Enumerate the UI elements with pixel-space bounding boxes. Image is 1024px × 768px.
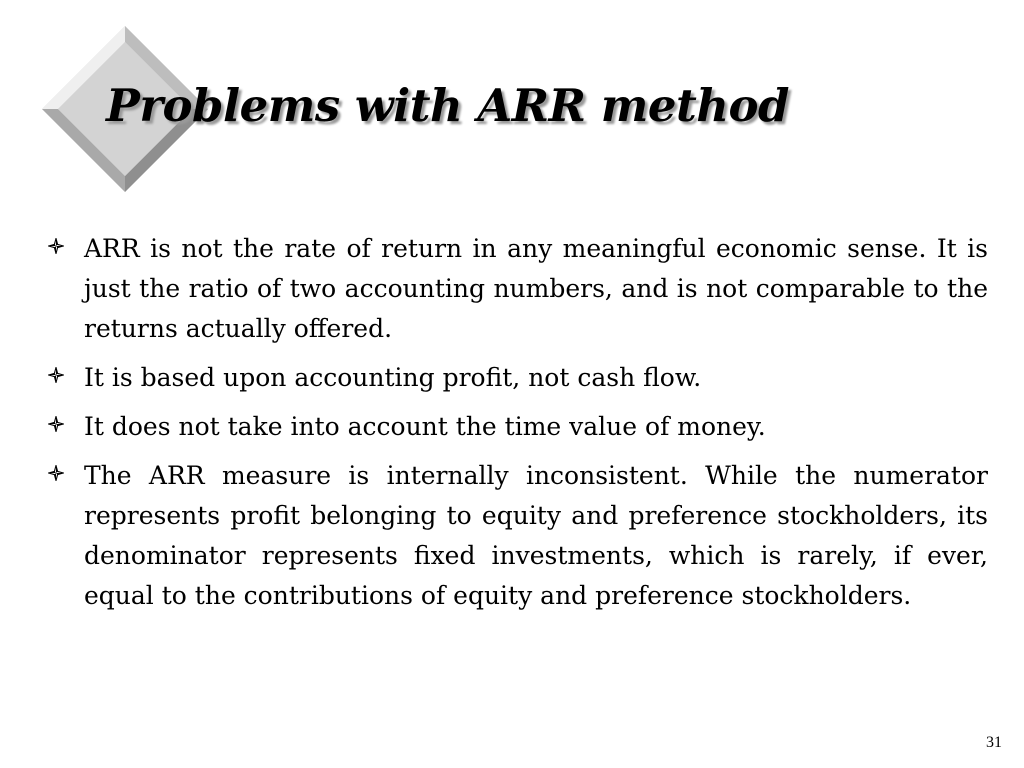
bullet-item (48, 229, 988, 349)
four-petal-diamond-bullet-icon (48, 367, 64, 383)
bullet-item (48, 407, 988, 447)
bullet-item (48, 358, 988, 398)
four-petal-diamond-bullet-icon (48, 238, 64, 254)
bullet-text: The ARR measure is internally inconsistent. While the numerator represents profit belonging to equity and preference stockholders, its denominator represents fixed investments, which is rarely, if ever, equal to the contributions of equity and preference stockholders. (84, 461, 988, 610)
page-number: 31 (986, 734, 1002, 751)
bullet-list (48, 229, 988, 625)
four-petal-diamond-bullet-icon (48, 416, 64, 432)
bullet-text: It does not take into account the time value of money. (84, 412, 766, 441)
bullet-text: It is based upon accounting profit, not cash flow. (84, 363, 702, 392)
bullet-text: ARR is not the rate of return in any meaningful economic sense. It is just the ratio of two accounting numbers, and is not comparable to the returns actually offered. (84, 234, 988, 343)
four-petal-diamond-bullet-icon (48, 465, 64, 481)
bullet-item (48, 456, 988, 616)
slide-title: Problems with ARR method (106, 79, 789, 132)
